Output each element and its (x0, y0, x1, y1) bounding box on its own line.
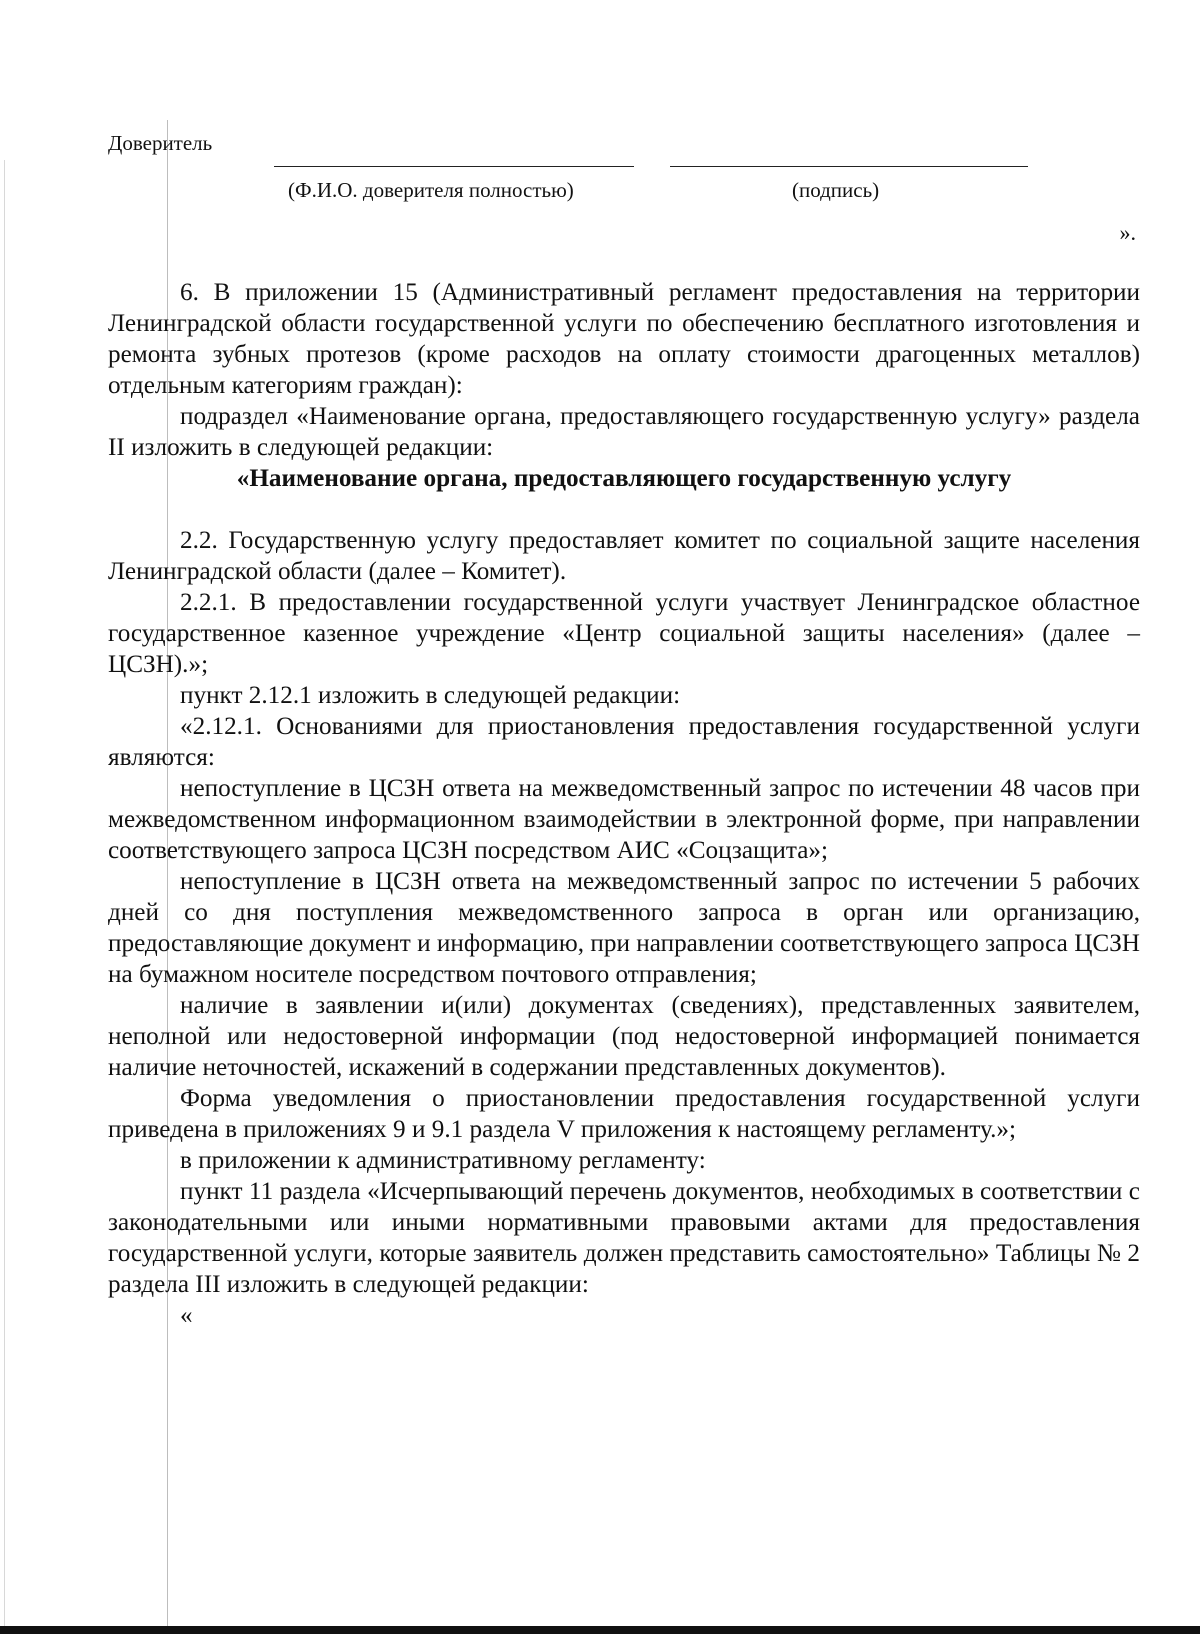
paragraph-ground-5days: непоступление в ЦСЗН ответа на межведомственный запрос по истечении 5 рабочих дней со дня поступления межведомственного запроса в орган или организацию, предоставляющие документ и информацию, при направлении соответствующего запроса ЦСЗН на бумажном носителе посредством почтового отправления; (108, 868, 1140, 988)
signature-line (670, 166, 1028, 167)
section-heading: «Наименование органа, предоставляющего государственную услугу (236, 465, 1012, 492)
fio-caption: (Ф.И.О. доверителя полностью) (288, 178, 574, 202)
signature-block (108, 0, 1140, 250)
paragraph-2-12-1: «2.12.1. Основаниями для приостановления предоставления государственной услуги являются: (108, 713, 1140, 771)
paragraph-appendix: в приложении к административному регламенту: (180, 1147, 706, 1174)
paragraph-item-6: 6. В приложении 15 (Административный регламент предоставления на территории Ленинградской области государственной услуги по обеспечению бесплатного изготовления и ремонта зубных протезов (кроме расходов на оплату стоимости драгоценных металлов) отдельным категориям граждан): (108, 279, 1140, 399)
scan-margin-line (4, 160, 5, 1630)
opening-quote: « (180, 1302, 193, 1329)
body-text (108, 277, 1140, 1331)
paragraph-2-2: 2.2. Государственную услугу предоставляет комитет по социальной защите населения Ленинградской области (далее – Комитет). (108, 527, 1140, 585)
paragraph-point-2-12-1: пункт 2.12.1 изложить в следующей редакции: (180, 682, 681, 709)
signature-caption: (подпись) (792, 178, 880, 202)
paragraph-ground-incomplete: наличие в заявлении и(или) документах (сведениях), представленных заявителем, неполной или недостоверной информации (под недостоверной информацией понимается наличие неточностей, искажений в содержании представленных документов). (108, 992, 1140, 1081)
closing-quote: ». (1119, 220, 1136, 245)
paragraph-ground-48h: непоступление в ЦСЗН ответа на межведомственный запрос по истечении 48 часов при межведомственном информационном взаимодействии в электронной форме, при направлении соответствующего запроса ЦСЗН посредством АИС «Соцзащита»; (108, 775, 1140, 864)
paragraph-point-11: пункт 11 раздела «Исчерпывающий перечень документов, необходимых в соответствии с законодательными или иными нормативными правовыми актами для предоставления государственной услуги, которые заявитель должен представить самостоятельно» Таблицы № 2 раздела III изложить в следующей редакции: (108, 1178, 1140, 1298)
fio-signature-line (274, 166, 634, 167)
trustor-label: Доверитель (108, 131, 213, 155)
paragraph-subsection: подраздел «Наименование органа, предоставляющего государственную услугу» раздела II изложить в следующей редакции: (108, 403, 1140, 461)
scan-bottom-edge (0, 1626, 1200, 1634)
paragraph-notice-form: Форма уведомления о приостановлении предоставления государственной услуги приведена в приложениях 9 и 9.1 раздела V приложения к настоящему регламенту.»; (108, 1085, 1140, 1143)
paragraph-2-2-1: 2.2.1. В предоставлении государственной услуги участвует Ленинградское областное государственное казенное учреждение «Центр социальной защиты населения» (далее – ЦСЗН).»; (108, 589, 1140, 678)
